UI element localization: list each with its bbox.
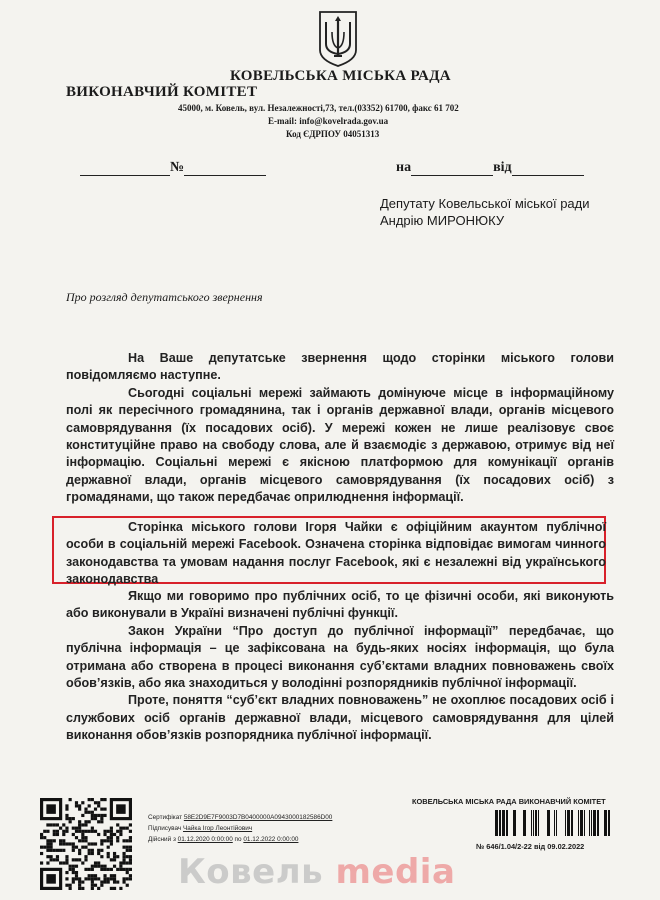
signer-value: Чайка Ігор Леонтійович <box>183 825 253 832</box>
registration-date-line <box>396 160 584 176</box>
paragraph-social-networks: Сьогодні соціальні мережі займають домінуюче місце в інформаційному полі як пересічного громадянина, так і органів державної влади, органів місцевого самоврядування (їх посадових осіб). У мережі кожен не лише реалізовує своє конституційне право на свободу слова, але й взаємодіє з державою, отримує від неї інформацію. Соціальні мережі є якісною платформою для комунікації органів державної влади, органів місцевого самоврядування (їх посадових осіб) з громадянами, що також передбачає оприлюднення інформації. <box>66 385 614 505</box>
cert-label: Сертифікат <box>148 814 183 821</box>
stamp-reg-number: № 646/1.04/2-22 від 09.02.2022 <box>476 842 585 851</box>
stamp-title: КОВЕЛЬСЬКА МІСЬКА РАДА ВИКОНАВЧИЙ КОМІТЕТ <box>412 797 606 806</box>
trident-emblem-icon <box>318 10 358 68</box>
kovel-media-watermark <box>178 852 455 892</box>
paragraph-law: Закон України “Про доступ до публічної інформації” передбачає, що публічна інформація – це зафіксована на будь-яких носіях інформація, що була отримана або створена в процесі виконання суб’єктами владних повноважень своїх обов’язків, або яка знаходиться у володінні розпорядників публічної інформації. <box>66 623 614 691</box>
paragraph-authority: Проте, поняття “суб’єкт владних повноважень” не охоплює посадових осіб і службових осіб органів державної влади, місцевого самоврядування для цілей виконання обов’язків розпорядника публічної інформації. <box>66 693 614 743</box>
letter-body-highlighted <box>66 519 606 589</box>
org-edrpou: Код ЄДРПОУ 04051313 <box>286 129 380 139</box>
valid-to-label: по <box>234 836 242 843</box>
letter-subject: Про розгляд депутатського звернення <box>66 290 263 304</box>
on-label: на <box>396 160 412 175</box>
cert-value: 58E2D9E7F9003D7B0400000A0943000182586D00 <box>183 814 333 821</box>
letter-body-bottom <box>66 588 614 745</box>
recipient-line-2: Андрію МИРОНЮКУ <box>380 213 505 228</box>
paragraph-public-persons: Якщо ми говоримо про публічних осіб, то це фізичні особи, які виконують або виконували в Україні визначені публічні функції. <box>66 589 614 621</box>
valid-from-value: 01.12.2020 0:00:00 <box>177 836 233 843</box>
watermark-part-2: media <box>335 852 456 892</box>
committee-title: ВИКОНАВЧИЙ КОМІТЕТ <box>66 84 258 100</box>
watermark-part-1: Ковель <box>178 852 324 892</box>
paragraph-mayor-page: Сторінка міського голови Ігоря Чайки є офіційним акаунтом публічної особи в соціальній мережі Facebook. Означена сторінка відповідає вимогам чинного законодавства та умовам надання послуг Facebook, які є незалежні від українського законодавства <box>66 520 606 587</box>
org-email: E-mail: info@kovelrada.gov.ua <box>268 116 389 126</box>
number-label: № <box>170 160 185 175</box>
qr-code-icon <box>40 798 132 890</box>
signer-label: Підписувач <box>148 825 182 832</box>
from-label: від <box>493 160 512 175</box>
paragraph-intro: На Ваше депутатське звернення щодо сторінки міського голови повідомляємо наступне. <box>66 351 614 383</box>
barcode-icon <box>486 810 612 836</box>
recipient-block <box>380 195 590 229</box>
org-address: 45000, м. Ковель, вул. Незалежності,73, тел.(03352) 61700, факс 61 702 <box>178 103 459 113</box>
recipient-line-1: Депутату Ковельської міської ради <box>380 196 590 211</box>
org-title: КОВЕЛЬСЬКА МІСЬКА РАДА <box>230 68 451 84</box>
digital-signature-block <box>148 812 332 845</box>
letter-body-top <box>66 350 614 507</box>
registration-number-line <box>80 160 266 176</box>
valid-to-value: 01.12.2022 0:00:00 <box>243 836 299 843</box>
valid-from-label: Дійсний з <box>148 836 176 843</box>
